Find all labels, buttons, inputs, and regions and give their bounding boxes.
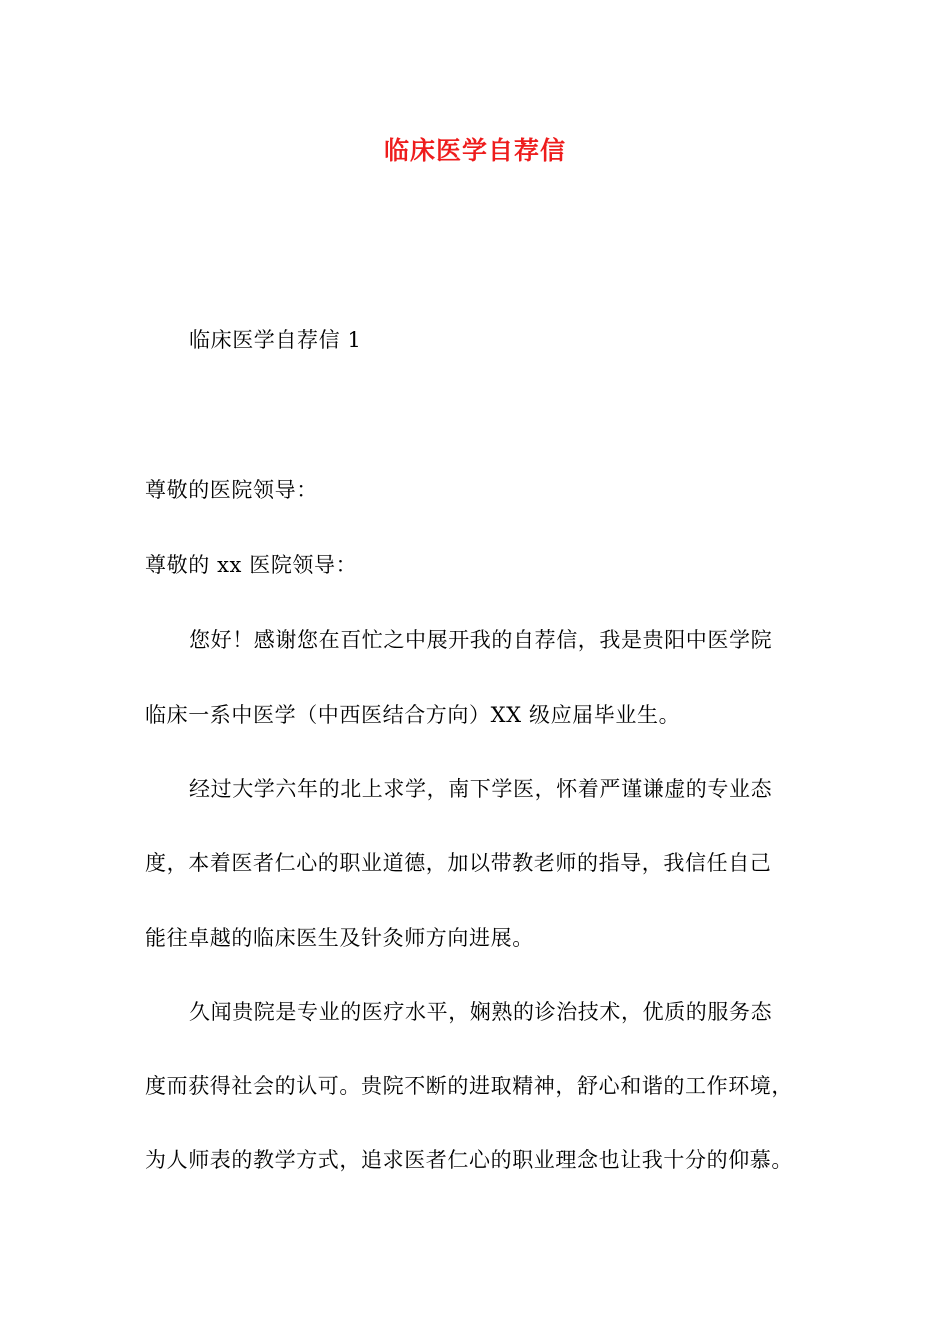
document-title: 临床医学自荐信 bbox=[383, 136, 566, 165]
paragraph-line: 久闻贵院是专业的医疗水平，娴熟的诊治技术，优质的服务态 bbox=[189, 1000, 773, 1024]
letter-subtitle: 临床医学自荐信 1 bbox=[189, 328, 362, 352]
paragraph-line: 为人师表的教学方式，追求医者仁心的职业理念也让我十分的仰慕。 bbox=[145, 1148, 793, 1172]
paragraph-line: 度，本着医者仁心的职业道德，加以带教老师的指导，我信任自己 bbox=[145, 851, 772, 875]
salutation-line: 尊敬的 xx 医院领导： bbox=[145, 553, 358, 577]
paragraph-line: 经过大学六年的北上求学，南下学医，怀着严谨谦虚的专业态 bbox=[189, 777, 773, 801]
paragraph-line: 度而获得社会的认可。贵院不断的进取精神，舒心和谐的工作环境， bbox=[145, 1074, 793, 1098]
paragraph-line: 能往卓越的临床医生及针灸师方向进展。 bbox=[145, 926, 534, 950]
paragraph-line: 您好！感谢您在百忙之中展开我的自荐信，我是贵阳中医学院 bbox=[189, 628, 773, 652]
salutation-line: 尊敬的医院领导： bbox=[145, 478, 318, 502]
paragraph-line: 临床一系中医学（中西医结合方向）XX 级应届毕业生。 bbox=[145, 703, 681, 727]
